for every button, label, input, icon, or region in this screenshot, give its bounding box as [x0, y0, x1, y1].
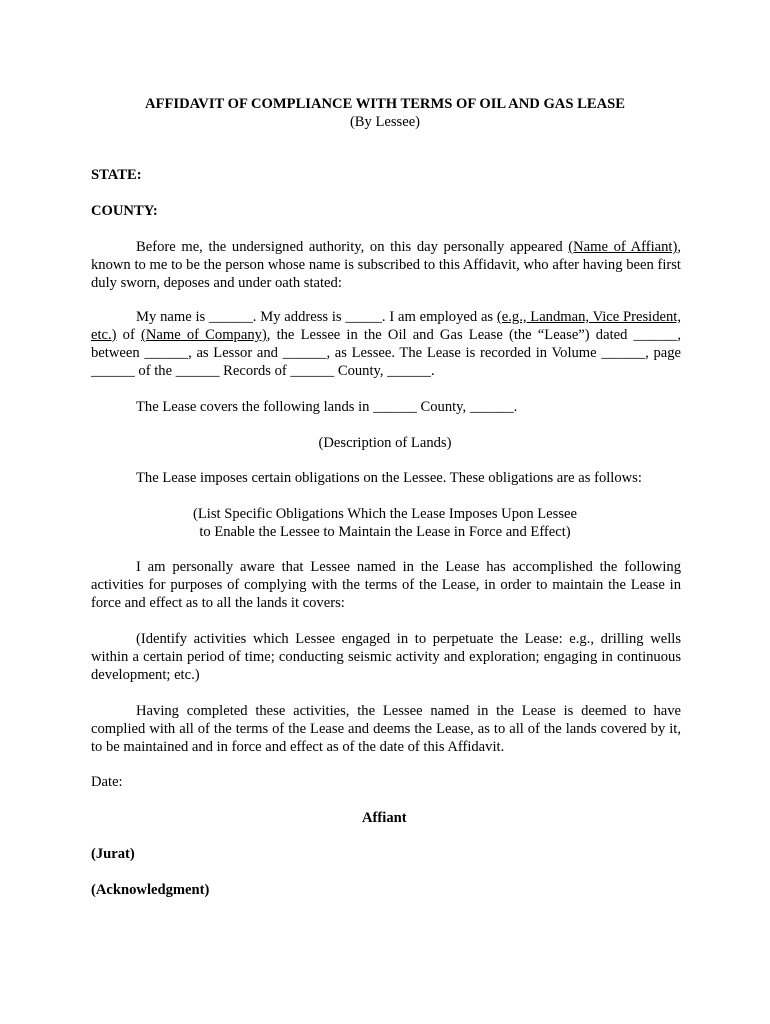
paragraph-lands-covered-text: The Lease covers the following lands in ______ County, ______.: [136, 399, 518, 415]
county-label: COUNTY:: [91, 203, 158, 219]
paragraph-lands-covered: [91, 398, 681, 416]
affiant-label: Affiant: [362, 810, 407, 826]
paragraph-identity-text-a: My name is ______. My address is _____. I am employed as: [136, 309, 497, 325]
jurat-label: (Jurat): [91, 846, 135, 862]
paragraph-identify-activities: [91, 630, 681, 684]
paragraph-appearance: [91, 238, 681, 292]
paragraph-obligations: [91, 469, 681, 487]
paragraph-identify-activities-text: (Identify activities which Lessee engaged in to perpetuate the Lease: e.g., drilling wells within a certain period of time; conducting seismic activity and exploration; engaging in continuous development; etc.): [91, 631, 681, 683]
paragraph-appearance-text-a: Before me, the undersigned authority, on this day personally appeared: [136, 239, 569, 255]
state-label: STATE:: [91, 167, 142, 183]
paragraph-compliance: [91, 702, 681, 756]
obligations-placeholder-line-1: (List Specific Obligations Which the Lease Imposes Upon Lessee: [193, 506, 577, 522]
document-title: AFFIDAVIT OF COMPLIANCE WITH TERMS OF OIL AND GAS LEASE: [145, 96, 625, 112]
name-of-affiant-placeholder: (Name of Affiant): [568, 239, 678, 255]
paragraph-identity: [91, 308, 681, 380]
date-label: Date:: [91, 774, 123, 790]
document-subtitle: (By Lessee): [349, 114, 421, 130]
paragraph-identity-text-b: of: [116, 327, 141, 343]
paragraph-identity-text-c: , the Lessee in the Oil and Gas Lease (the “Lease”) dated ______, between ______, as Lessor and ______, as Lessee. The Lease is recorded in Volume ______, page ______ of the ______ Records of ______ County, ______.: [91, 327, 681, 379]
acknowledgment-label: (Acknowledgment): [91, 882, 210, 898]
description-of-lands: (Description of Lands): [318, 435, 452, 451]
paragraph-compliance-text: Having completed these activities, the Lessee named in the Lease is deemed to have complied with all of the terms of the Lease and deems the Lease, as to all of the lands covered by it, to be maintained and in force and effect as of the date of this Affidavit.: [91, 703, 681, 755]
paragraph-obligations-text: The Lease imposes certain obligations on the Lessee. These obligations are as follows:: [136, 470, 642, 486]
paragraph-activities-text: I am personally aware that Lessee named in the Lease has accomplished the following activities for purposes of complying with the terms of the Lease, in order to maintain the Lease in force and effect as to all the lands it covers:: [91, 559, 681, 611]
employment-example-placeholder: (e.g., Landman, Vice President, etc.): [91, 309, 682, 343]
obligations-placeholder-line-2: to Enable the Lessee to Maintain the Lease in Force and Effect): [199, 524, 571, 540]
paragraph-appearance-text-b: , known to me to be the person whose name is subscribed to this Affidavit, who after having been first duly sworn, deposes and under oath stated:: [91, 239, 682, 291]
paragraph-activities: [91, 558, 681, 612]
name-of-company-placeholder: (Name of Company): [141, 327, 267, 343]
